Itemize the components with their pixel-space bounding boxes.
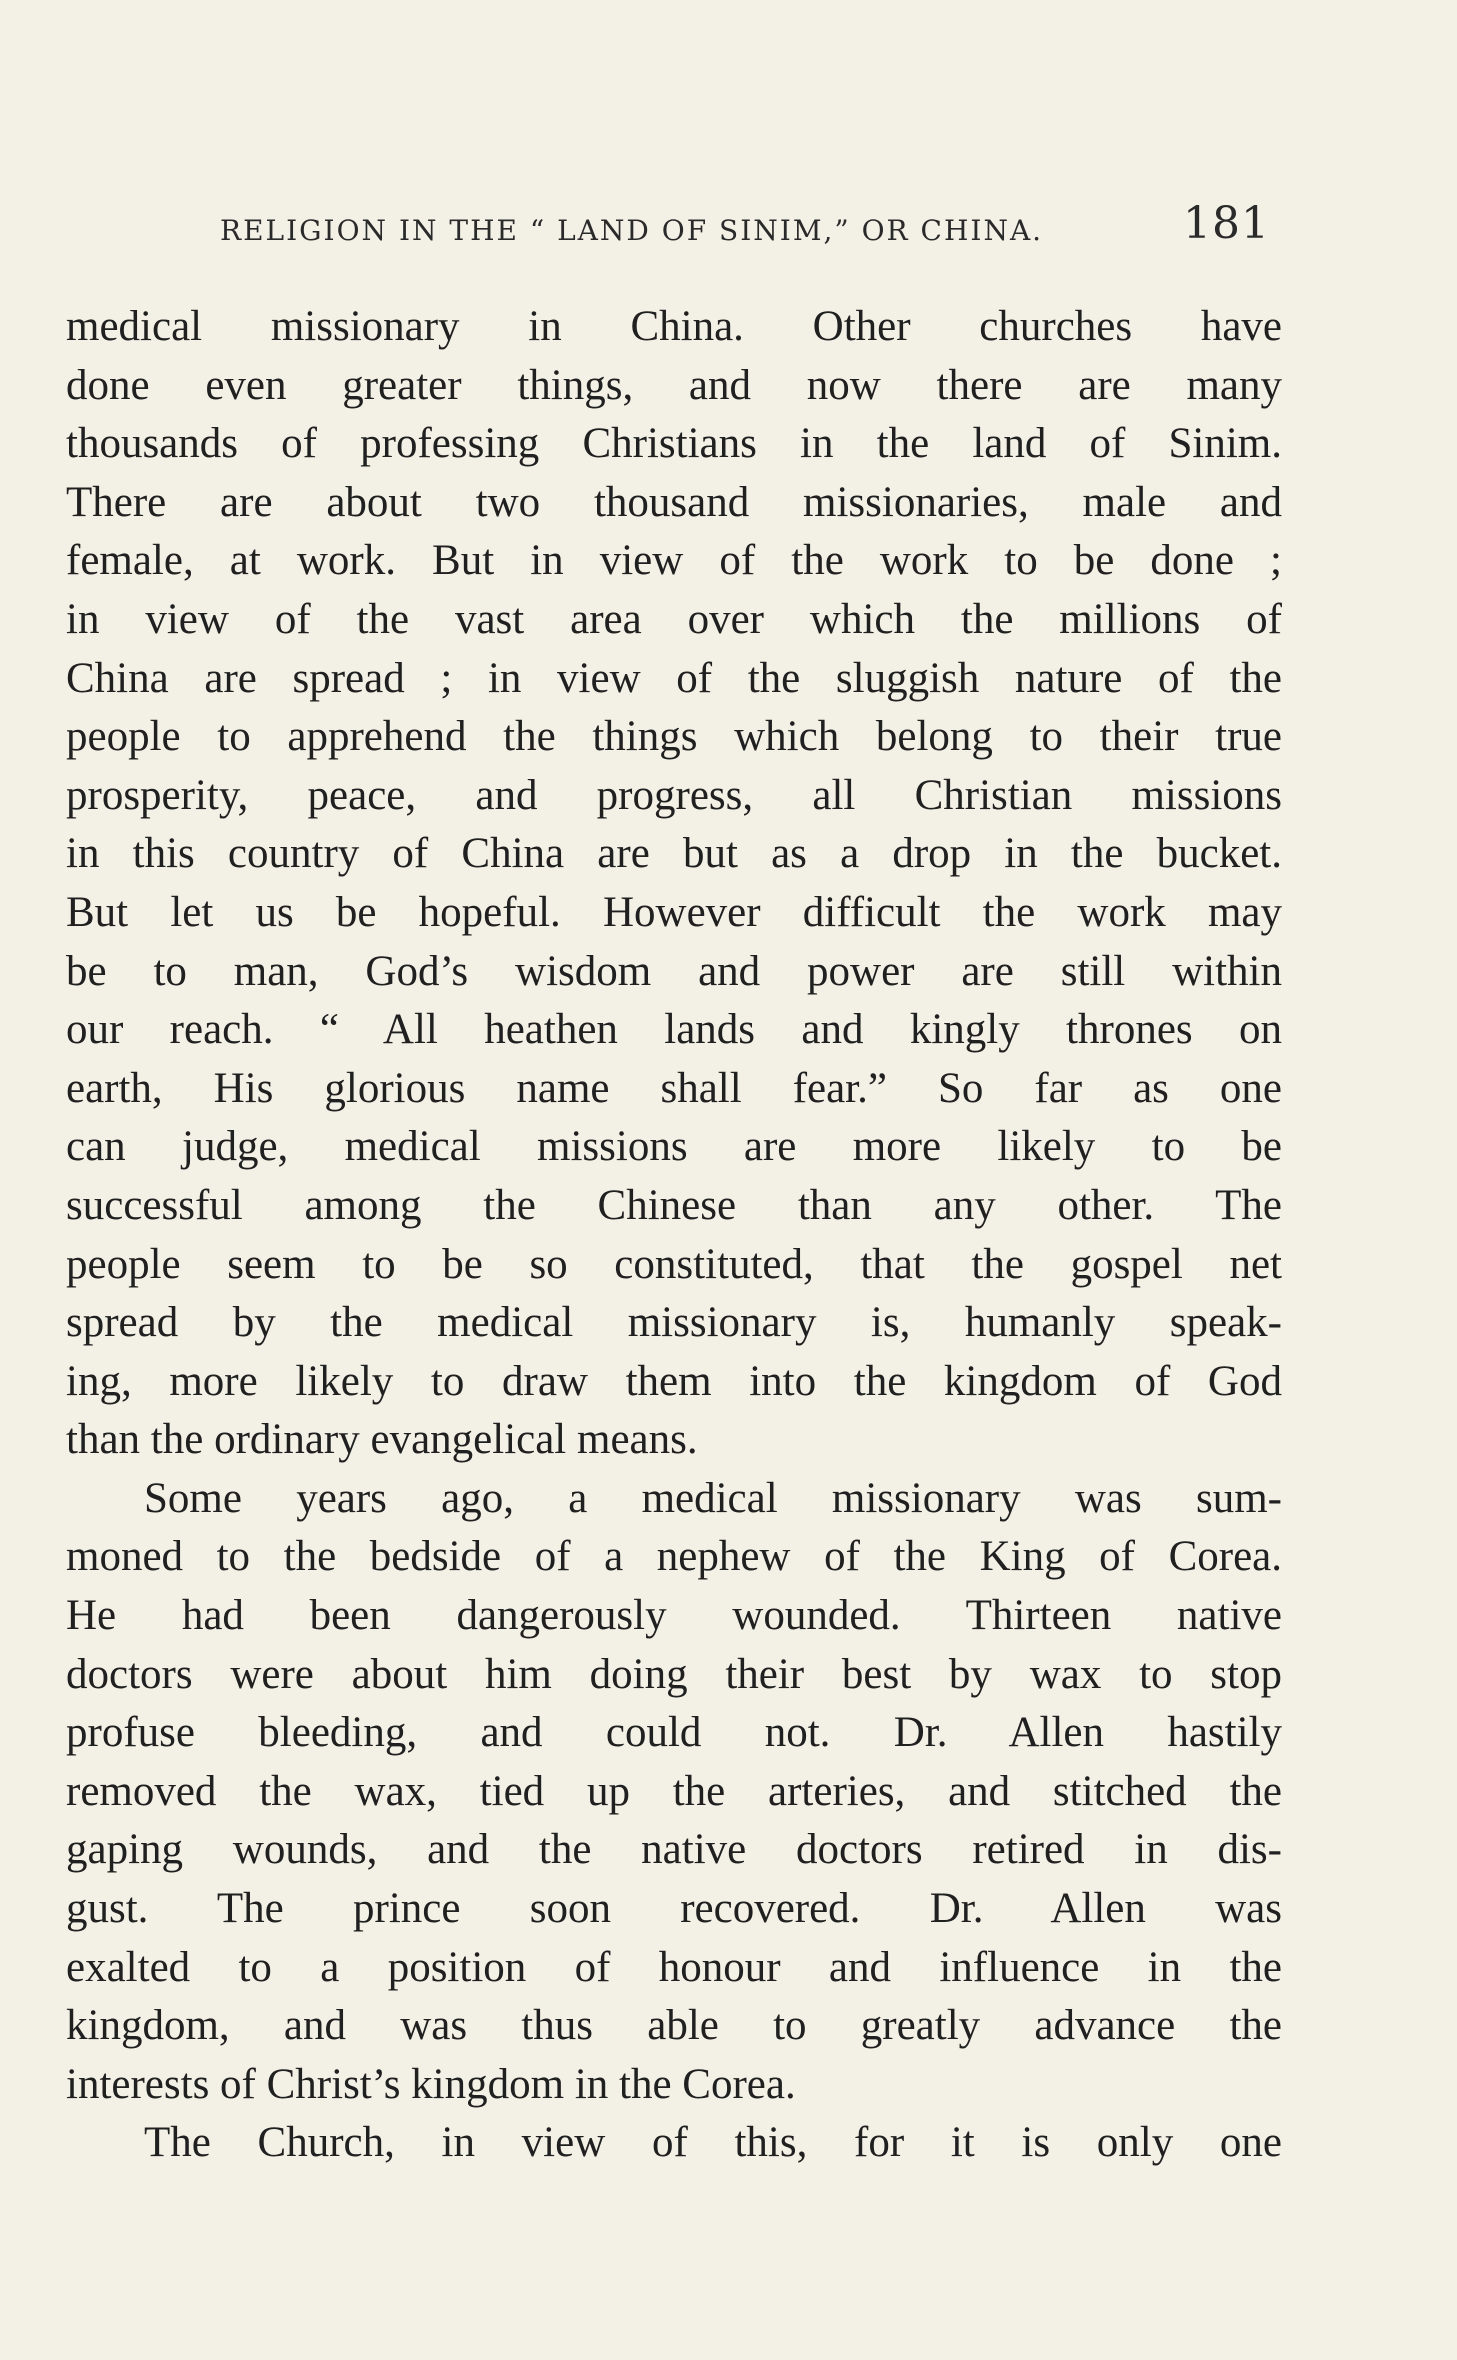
text-line: kingdom, and was thus able to greatly advance the: [66, 2002, 1282, 2050]
text-line: our reach. “ All heathen lands and kingly thrones on: [66, 1006, 1282, 1054]
text-line: There are about two thousand missionaries, male and: [66, 478, 1282, 526]
text-line: in view of the vast area over which the millions of: [66, 595, 1282, 643]
text-line: in this country of China are but as a drop in the bucket.: [66, 830, 1282, 878]
text-line: people seem to be so constituted, that the gospel net: [66, 1240, 1282, 1288]
text-line: doctors were about him doing their best by wax to stop: [66, 1650, 1282, 1698]
running-head-title: RELIGION IN THE “ LAND OF SINIM,” OR CHINA.: [220, 214, 1044, 247]
text-line: moned to the bedside of a nephew of the King of Corea.: [66, 1533, 1282, 1581]
text-line: removed the wax, tied up the arteries, and stitched the: [66, 1767, 1282, 1815]
paragraph-start-line: The Church, in view of this, for it is only one: [144, 2119, 1282, 2167]
text-line: be to man, God’s wisdom and power are still within: [66, 947, 1282, 995]
paragraph-start-line: Some years ago, a medical missionary was sum-: [144, 1474, 1282, 1522]
text-line: earth, His glorious name shall fear.” So far as one: [66, 1064, 1282, 1112]
text-line: successful among the Chinese than any other. The: [66, 1181, 1282, 1229]
text-line: He had been dangerously wounded. Thirteen native: [66, 1592, 1282, 1640]
text-line: gaping wounds, and the native doctors retired in dis-: [66, 1826, 1282, 1874]
text-line: female, at work. But in view of the work to be done ;: [66, 537, 1282, 585]
text-line: done even greater things, and now there are many: [66, 361, 1282, 409]
page-number: 181: [1183, 198, 1270, 249]
text-line: ing, more likely to draw them into the kingdom of God: [66, 1357, 1282, 1405]
text-line: can judge, medical missions are more likely to be: [66, 1123, 1282, 1171]
text-line: profuse bleeding, and could not. Dr. Allen hastily: [66, 1709, 1282, 1757]
text-line: thousands of professing Christians in the land of Sinim.: [66, 420, 1282, 468]
running-head: [220, 198, 1270, 258]
paragraph-end-line: than the ordinary evangelical means.: [66, 1416, 698, 1464]
text-line: exalted to a position of honour and influence in the: [66, 1943, 1282, 1991]
text-line: people to apprehend the things which belong to their true: [66, 713, 1282, 761]
paragraph-end-line: interests of Christ’s kingdom in the Corea.: [66, 2060, 796, 2108]
text-line: prosperity, peace, and progress, all Christian missions: [66, 771, 1282, 819]
body-text: [66, 298, 1282, 2173]
text-line: But let us be hopeful. However difficult the work may: [66, 888, 1282, 936]
text-line: China are spread ; in view of the sluggish nature of the: [66, 654, 1282, 702]
text-line: spread by the medical missionary is, humanly speak-: [66, 1299, 1282, 1347]
text-line: medical missionary in China. Other churches have: [66, 303, 1282, 350]
text-line: gust. The prince soon recovered. Dr. Allen was: [66, 1885, 1282, 1933]
